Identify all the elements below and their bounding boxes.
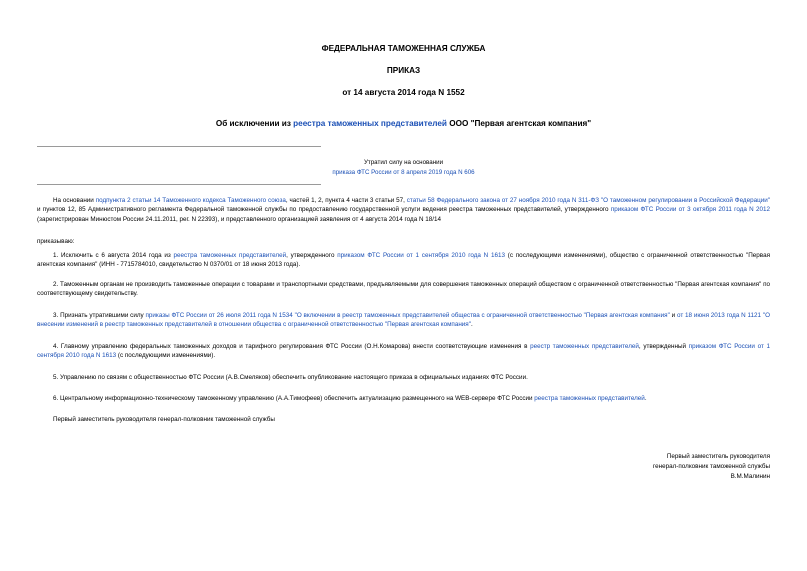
item-3-text: . xyxy=(470,321,473,329)
doc-title-pre: Об исключении из xyxy=(215,119,294,128)
item-1-text: , утвержденного xyxy=(286,252,338,259)
closing-line: Первый заместитель руководителя генерал-полковник таможенной службы xyxy=(53,416,275,423)
item-4-text: (с последующими изменениями). xyxy=(116,352,216,360)
item-4-text: 4. Главному управлению федеральных таможенных доходов и тарифного регулирования ФТС России (О.Н.Комарова) внести соответствующие изменения в xyxy=(53,343,531,350)
preamble-text: (зарегистрирован Минюстом России 24.11.2011, рег. N 22393), и представленного организацией заявления от 4 августа 2014 года N 18/14 xyxy=(37,215,442,223)
item-2: 2. Таможенным органам не производить таможенные операции с товарами и транспортными средствами, предъявляемыми для совершения таможенных операций обществом с ограниченной ответственностью "Первая агентская компания" по соответствующему свидетельству. xyxy=(37,281,770,298)
item-1 xyxy=(37,251,770,270)
doc-title-post: ООО "Первая агентская компания" xyxy=(446,119,592,128)
item-3-text: и xyxy=(669,312,677,319)
doc-title xyxy=(0,119,807,129)
item-4 xyxy=(37,342,770,361)
item-3-order-link-1[interactable]: приказы ФТС России от 26 июля 2011 года N 1534 "О включении в реестр таможенных представителей общества с ограниченной ответственностью "Первая агентская компания" xyxy=(145,312,670,319)
item-6-text: . xyxy=(644,395,647,402)
item-3-text: 3. Признать утратившими силу xyxy=(53,312,146,319)
item-1-text: 1. Исключить с 6 августа 2014 года из xyxy=(53,252,174,259)
preamble-link-order[interactable]: приказом ФТС России от 3 октября 2011 года N 2012 xyxy=(610,206,771,214)
item-4-registry-link[interactable]: реестр таможенных представителей xyxy=(530,343,639,350)
doc-type: ПРИКАЗ xyxy=(386,66,421,75)
preamble-text: , частей 1, 2, пункта 4 части 3 статьи 57, xyxy=(285,197,407,204)
status-note-text: Утратил силу на основании xyxy=(363,159,444,166)
agency-name: ФЕДЕРАЛЬНАЯ ТАМОЖЕННАЯ СЛУЖБА xyxy=(321,44,486,53)
item-6-registry-link[interactable]: реестра таможенных представителей xyxy=(534,395,645,402)
signature-name: В.М.Малинин xyxy=(730,473,770,480)
status-note-link[interactable]: приказа ФТС России от 8 апреля 2019 года N 606 xyxy=(332,169,475,176)
divider-bottom xyxy=(37,184,321,185)
item-4-text: , утвержденный xyxy=(638,343,689,350)
doc-date-number: от 14 августа 2014 года N 1552 xyxy=(342,88,465,97)
order-word: приказываю: xyxy=(37,238,75,245)
title-registry-link[interactable]: реестра таможенных представителей xyxy=(293,119,447,128)
signature-block xyxy=(530,452,770,482)
preamble-text: и пунктов 12, 85 Административного регламента Федеральной таможенной службы по предоставлению государственной услуги ведения реестра таможенных представителей, утвержденного xyxy=(37,206,611,214)
divider-top xyxy=(37,146,321,147)
preamble-link-code[interactable]: подпункта 2 статьи 14 Таможенного кодекса Таможенного союза xyxy=(95,197,286,204)
item-3-order-link-2[interactable]: от 18 июня 2013 года N 1121 "О внесении изменений в реестр таможенных представителей в отношении общества с ограниченной ответственностью "Первая агентская компания" xyxy=(37,312,770,329)
preamble-link-law[interactable]: статьи 58 Федерального закона от 27 ноября 2010 года N 311-ФЗ "О таможенном регулировании в Российской Федерации" xyxy=(406,197,770,204)
preamble xyxy=(37,196,770,224)
signature-line: Первый заместитель руководителя xyxy=(666,453,770,460)
item-1-order-link[interactable]: приказом ФТС России от 1 сентября 2010 года N 1613 xyxy=(337,252,505,259)
item-1-registry-link[interactable]: реестра таможенных представителей xyxy=(173,252,287,259)
item-6-text: 6. Центральному информационно-техническому таможенному управлению (А.А.Тимофеев) обеспечить актуализацию размещенного на WEB-сервере ФТС России xyxy=(53,395,535,402)
item-6 xyxy=(37,394,770,403)
signature-line: генерал-полковник таможенной службы xyxy=(652,463,770,470)
item-5: 5. Управлению по связям с общественностью ФТС России (А.В.Смеляков) обеспечить опубликование настоящего приказа в официальных изданиях ФТС России. xyxy=(53,374,528,381)
status-note xyxy=(0,158,807,178)
item-1-text: (с последующими изменениями), общество с ограниченной ответственностью "Первая агентская компания" (ИНН - 7715784010, свидетельство N 0370/01 от 18 июня 2013 года). xyxy=(37,252,770,269)
preamble-text: На основании xyxy=(53,197,96,204)
item-4-order-link[interactable]: приказом ФТС России от 1 сентября 2010 года N 1613 xyxy=(37,343,771,360)
item-3 xyxy=(37,311,770,330)
